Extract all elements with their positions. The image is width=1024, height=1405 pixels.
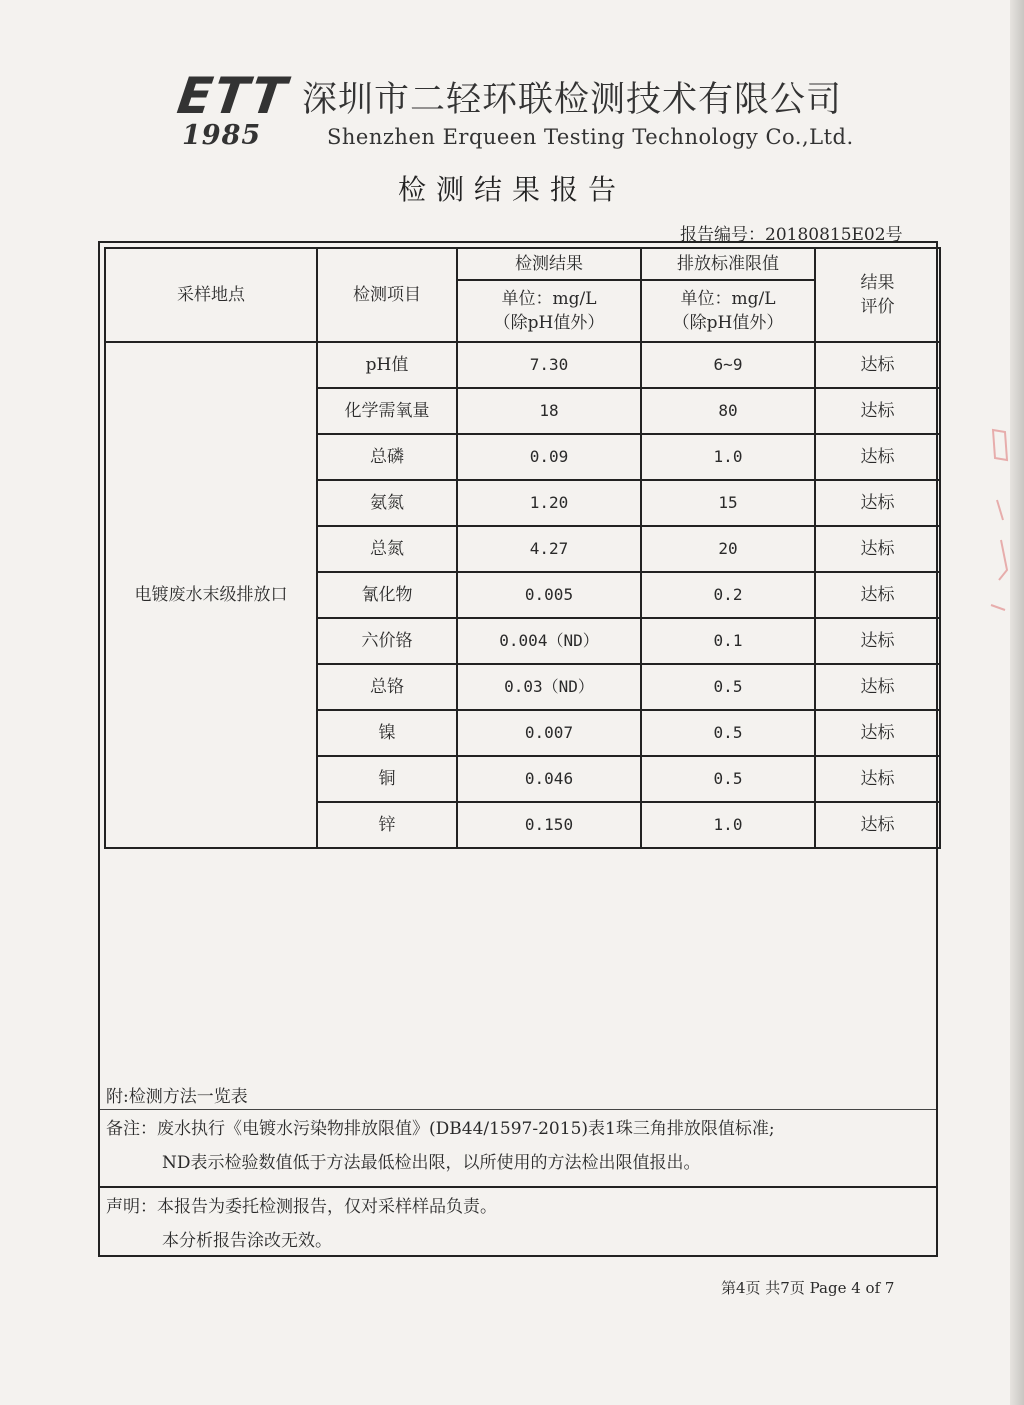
item-cell: 氰化物 xyxy=(317,572,457,618)
company-name-en: Shenzhen Erqueen Testing Technology Co.,Ltd. xyxy=(327,125,854,149)
result-cell: 0.150 xyxy=(457,802,641,848)
logo-year-text: 1985 xyxy=(182,120,262,151)
result-unit: 单位：mg/L xyxy=(501,289,597,309)
item-cell: 铜 xyxy=(317,756,457,802)
remarks-section xyxy=(100,1112,936,1188)
evaluation-cell: 达标 xyxy=(815,756,940,802)
limit-cell: 0.5 xyxy=(641,664,815,710)
remark-line-1: 备注：废水执行《电镀水污染物排放限值》(DB44/1597-2015)表1珠三角排放限值标准; xyxy=(106,1119,775,1139)
header-test-item: 检测项目 xyxy=(317,248,457,342)
statement-line-2: 本分析报告涂改无效。 xyxy=(162,1231,332,1251)
item-cell: 锌 xyxy=(317,802,457,848)
table-header-row xyxy=(105,248,940,280)
evaluation-cell: 达标 xyxy=(815,480,940,526)
limit-unit-note: （除pH值外） xyxy=(672,313,784,333)
limit-cell: 0.5 xyxy=(641,756,815,802)
limit-cell: 0.2 xyxy=(641,572,815,618)
header-test-result: 检测结果 xyxy=(457,248,641,280)
header-evaluation-line2: 评价 xyxy=(860,297,895,317)
header-evaluation-line1: 结果 xyxy=(860,273,895,293)
result-cell: 0.046 xyxy=(457,756,641,802)
company-logo xyxy=(173,67,292,151)
result-cell: 0.004（ND） xyxy=(457,618,641,664)
limit-cell: 0.5 xyxy=(641,710,815,756)
item-cell: 氨氮 xyxy=(317,480,457,526)
sampling-site-cell: 电镀废水末级排放口 xyxy=(105,342,317,848)
result-cell: 0.005 xyxy=(457,572,641,618)
item-cell: 总磷 xyxy=(317,434,457,480)
evaluation-cell: 达标 xyxy=(815,572,940,618)
item-cell: 化学需氧量 xyxy=(317,388,457,434)
partial-seal-stamp xyxy=(985,420,1015,620)
limit-cell: 1.0 xyxy=(641,434,815,480)
header-emission-limit: 排放标准限值 xyxy=(641,248,815,280)
table-row xyxy=(105,342,940,388)
header-limit-unit-cell xyxy=(641,280,815,342)
limit-unit: 单位：mg/L xyxy=(680,289,776,309)
evaluation-cell: 达标 xyxy=(815,664,940,710)
page-number: 第4页 共7页 Page 4 of 7 xyxy=(721,1279,895,1297)
limit-cell: 80 xyxy=(641,388,815,434)
page-edge-shadow xyxy=(1010,0,1024,1405)
attachment-note: 附:检测方法一览表 xyxy=(100,1082,936,1110)
result-cell: 4.27 xyxy=(457,526,641,572)
evaluation-cell: 达标 xyxy=(815,434,940,480)
item-cell: 总铬 xyxy=(317,664,457,710)
header-sampling-site: 采样地点 xyxy=(105,248,317,342)
report-number: 报告编号：20180815E02号 xyxy=(680,225,903,245)
remark-line-2: ND表示检验数值低于方法最低检出限，以所使用的方法检出限值报出。 xyxy=(162,1153,701,1173)
company-name-cn: 深圳市二轻环联检测技术有限公司 xyxy=(302,80,843,120)
limit-cell: 6~9 xyxy=(641,342,815,388)
evaluation-cell: 达标 xyxy=(815,342,940,388)
evaluation-cell: 达标 xyxy=(815,526,940,572)
limit-cell: 15 xyxy=(641,480,815,526)
header-evaluation xyxy=(815,248,940,342)
limit-cell: 20 xyxy=(641,526,815,572)
item-cell: 总氮 xyxy=(317,526,457,572)
result-cell: 0.007 xyxy=(457,710,641,756)
results-table xyxy=(104,247,941,849)
statement-line-1: 声明：本报告为委托检测报告，仅对采样样品负责。 xyxy=(106,1197,497,1217)
result-cell: 18 xyxy=(457,388,641,434)
evaluation-cell: 达标 xyxy=(815,802,940,848)
logo-ett-text: ETT xyxy=(173,67,292,125)
result-cell: 7.30 xyxy=(457,342,641,388)
header-result-unit-cell xyxy=(457,280,641,342)
evaluation-cell: 达标 xyxy=(815,618,940,664)
result-cell: 1.20 xyxy=(457,480,641,526)
limit-cell: 1.0 xyxy=(641,802,815,848)
limit-cell: 0.1 xyxy=(641,618,815,664)
result-cell: 0.03（ND） xyxy=(457,664,641,710)
evaluation-cell: 达标 xyxy=(815,710,940,756)
statement-section xyxy=(100,1190,936,1256)
item-cell: pH值 xyxy=(317,342,457,388)
result-cell: 0.09 xyxy=(457,434,641,480)
item-cell: 镍 xyxy=(317,710,457,756)
item-cell: 六价铬 xyxy=(317,618,457,664)
evaluation-cell: 达标 xyxy=(815,388,940,434)
report-title: 检测结果报告 xyxy=(398,173,627,206)
result-unit-note: （除pH值外） xyxy=(493,313,605,333)
